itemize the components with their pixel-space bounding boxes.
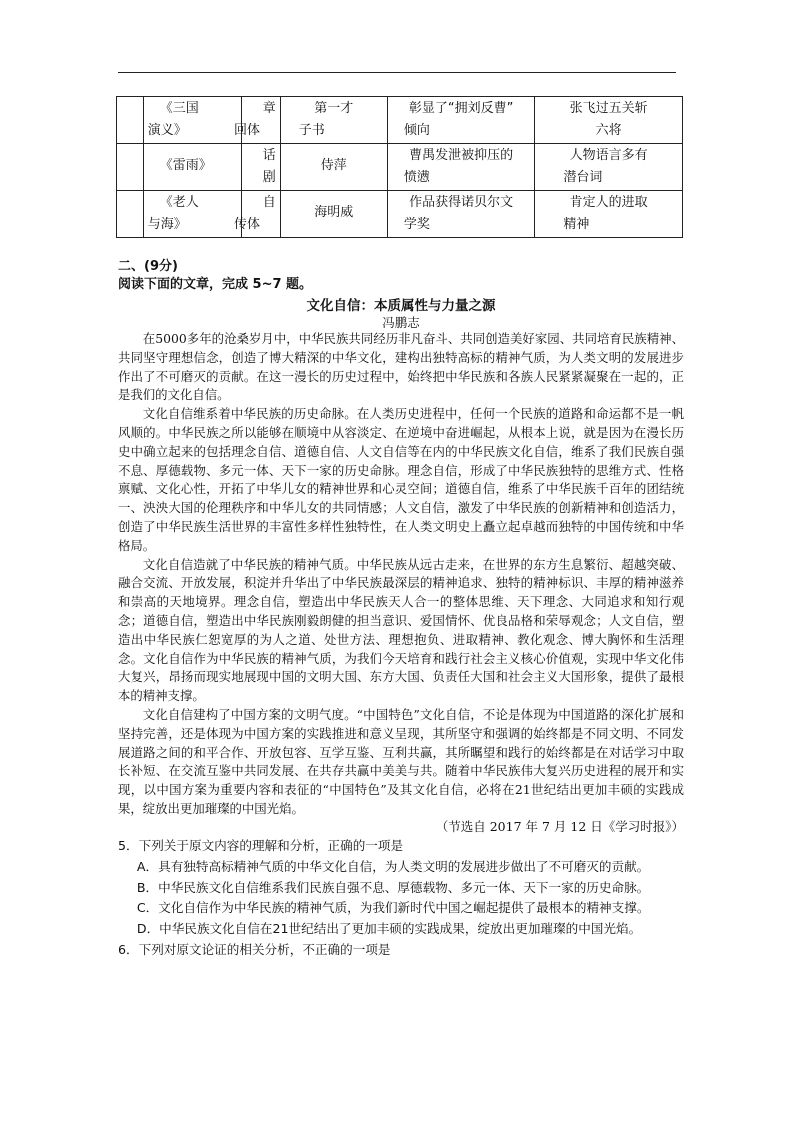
table-row xyxy=(117,97,683,144)
genre-line: 传体 xyxy=(234,217,261,232)
option-a: A．具有独特高标精神气质的中华文化自信，为人类文明的发展进步做出了不可磨灭的贡献。 xyxy=(136,858,650,874)
table-cell-feature xyxy=(535,191,683,238)
note-line: 曹禺发泄被抑压的 xyxy=(409,148,514,163)
author-line: 侍萍 xyxy=(320,158,347,173)
table-row xyxy=(117,191,683,238)
questions-block xyxy=(118,836,684,961)
section-instruction: 阅读下面的文章，完成 5~7 题。 xyxy=(118,277,313,292)
note-line: 愤懑 xyxy=(403,170,430,185)
option-d: D．中华民族文化自信在21世纪结出了更加丰硕的实践成果，绽放出更加璀璨的中国光焰。 xyxy=(136,921,642,937)
table-row xyxy=(117,144,683,191)
feature-line: 人物语言多有 xyxy=(569,148,648,163)
table-cell-note xyxy=(387,191,535,238)
article-title: 文化自信：本质属性与力量之源 xyxy=(306,298,496,314)
section-number: 二、(9分) xyxy=(118,259,178,274)
table-cell-work xyxy=(143,97,241,144)
note-line: 作品获得诺贝尔文 xyxy=(409,195,514,210)
work-line: 演义》 xyxy=(147,123,187,138)
feature-line: 精神 xyxy=(563,217,590,232)
feature-line: 肯定人的进取 xyxy=(569,195,648,210)
article-paragraph: 文化自信维系着中华民族的历史命脉。在人类历史进程中，任何一个民族的道路和命运都不是一帆风顺的。中华民族之所以能够在顺境中从容淡定、在逆境中奋进崛起，从根本上说，就是因为在漫长历史中确立起来的包括理念自信、道德自信、人文自信等在内的中华民族文化自信，维系了我们民族自强不息、厚德载物、多元一体、天下一家的历史命脉。理念自信，形成了中华民族独特的思维方式、性格禀赋、文化心性，开拓了中华儿女的精神世界和心灵空间；道德自信，维系了中华民族千百年的团结统一、泱泱大国的伦理秩序和中华儿女的共同情感；人文自信，激发了中华民族的创新精神和创造活力，创造了中华民族生活世界的丰富性多样性独特性，在人类文明史上矗立起卓越而独特的中国传统和中华格局。 xyxy=(118,406,684,553)
feature-line: 张飞过五关斩 xyxy=(569,101,648,116)
table-cell-genre xyxy=(234,191,281,238)
table-cell xyxy=(117,144,144,191)
genre-line: 章 xyxy=(262,101,276,116)
feature-line: 潜台词 xyxy=(563,170,603,185)
option-b: B．中华民族文化自信维系我们民族自强不息、厚德载物、多元一体、天下一家的历史命脉。 xyxy=(136,879,650,895)
article-author: 冯鹏志 xyxy=(382,315,420,330)
table-cell-work xyxy=(143,144,241,191)
author-line: 子书 xyxy=(298,123,325,138)
author-line: 海明威 xyxy=(314,205,354,220)
section-heading xyxy=(118,258,684,294)
article-source: （节选自 2017 年 7 月 12 日《学习时报》） xyxy=(435,819,684,834)
author-line: 第一才 xyxy=(314,101,354,116)
table-cell-author xyxy=(280,144,387,191)
table-cell-feature xyxy=(535,97,683,144)
option-c: C．文化自信作为中华民族的精神气质，为我们新时代中国之崛起提供了最根本的精神支撑。 xyxy=(136,900,650,916)
table-cell-note xyxy=(387,144,535,191)
note-line: 彰显了“拥刘反曹” xyxy=(408,101,514,116)
table-cell-feature xyxy=(535,144,683,191)
article-paragraph: 文化自信建构了中国方案的文明气度。“中国特色”文化自信，不论是体现为中国道路的深化扩展和坚持完善，还是体现为中国方案的实践推进和意义呈现，其所坚守和强调的始终都是不同文明、不同发展道路之间的和平合作、开放包容、互学互鉴、互利共赢，其所瞩望和践行的始终都是在对话学习中取长补短、在交流互鉴中共同发展、在共存共赢中美美与共。随着中华民族伟大复兴历史进程的展开和实现，以中国方案为重要内容和表征的“中国特色”及其文化自信，必将在21世纪结出更加丰硕的实践成果，绽放出更加璀璨的中国光焰。 xyxy=(118,706,684,816)
header-rule xyxy=(118,72,676,73)
work-line: 与海》 xyxy=(147,217,187,232)
table-cell xyxy=(117,97,144,144)
table-cell-note xyxy=(387,97,535,144)
question-6: 6．下列对原文论证的相关分析，不正确的一项是 xyxy=(118,941,391,957)
work-line: 《雷雨》 xyxy=(159,158,212,173)
table-cell-work xyxy=(143,191,241,238)
article-paragraph: 在5000多年的沧桑岁月中，中华民族共同经历非凡奋斗、共同创造美好家园、共同培育民族精神、共同坚守理想信念，创造了博大精深的中华文化，建构出独特高标的精神气质，为人类文明的发展进步作出了不可磨灭的贡献。在这一漫长的历史过程中，始终把中华民族和各族人民紧紧凝聚在一起的，正是我们的文化自信。 xyxy=(118,331,684,403)
literature-table xyxy=(116,96,683,238)
note-line: 学奖 xyxy=(403,217,430,232)
genre-line: 回体 xyxy=(234,123,261,138)
work-line: 《老人 xyxy=(159,195,199,210)
table-cell-author xyxy=(280,97,387,144)
genre-line: 话 xyxy=(262,148,276,163)
work-line: 《三国 xyxy=(159,101,199,116)
note-line: 倾向 xyxy=(403,123,430,138)
table-cell-genre xyxy=(242,144,281,191)
table-cell-author xyxy=(280,191,387,238)
genre-line: 剧 xyxy=(262,170,276,185)
genre-line: 自 xyxy=(262,195,276,210)
table-cell-genre xyxy=(234,97,281,144)
table-cell xyxy=(117,191,144,238)
article-body xyxy=(118,330,684,819)
article-paragraph: 文化自信造就了中华民族的精神气质。中华民族从远古走来，在世界的东方生息繁衍、超越突破、融合交流、开放发展，积淀并升华出了中华民族最深层的精神追求、独特的精神标识、丰厚的精神滋养和崇高的天地境界。理念自信，塑造出中华民族天人合一的整体思维、天下理念、大同追求和知行观念；道德自信，塑造出中华民族刚毅朗健的担当意识、爱国情怀、优良品格和荣辱观念；人文自信，塑造出中华民族仁恕宽厚的为人之道、处世方法、理想抱负、进取精神、教化观念、博大胸怀和生活理念。文化自信作为中华民族的精神气质，为我们今天培育和践行社会主义核心价值观，实现中华文化伟大复兴，昂扬而现实地展现中国的文明大国、东方大国、负责任大国和社会主义大国形象，提供了最根本的精神支撑。 xyxy=(118,556,684,704)
feature-line: 六将 xyxy=(595,123,622,138)
question-5: 5．下列关于原文内容的理解和分析，正确的一项是 xyxy=(118,838,404,853)
